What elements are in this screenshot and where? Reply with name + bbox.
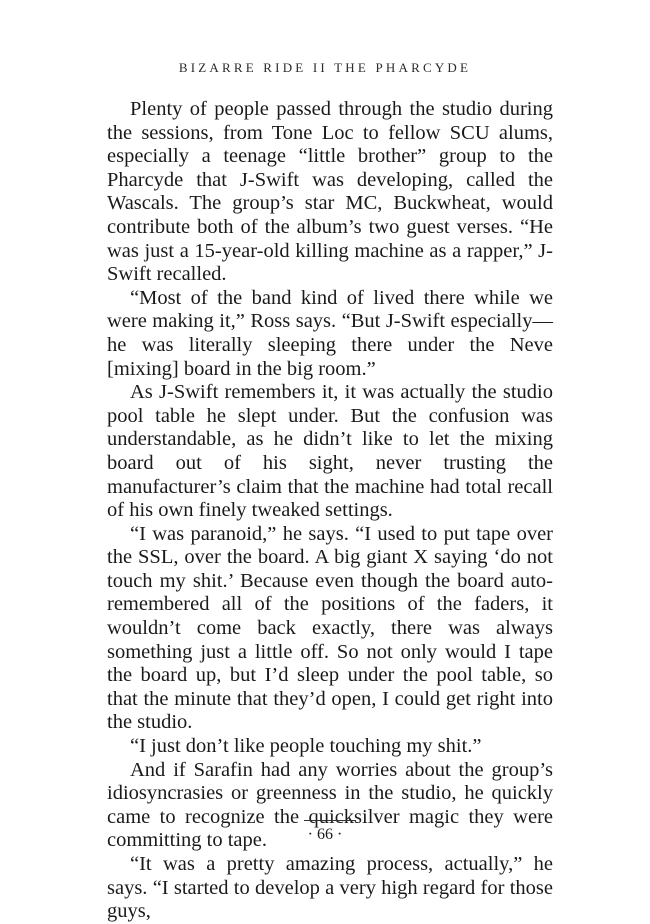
paragraph: Plenty of people passed through the studio during the sessions, from Tone Loc to fellow SCU alums, especially a teenage “little brother” group to the Pharcyde that J-Swift was developing, called the Wascals. The group’s star MC, Buckwheat, would contribute both of the album’s two guest verses. “He was just a 15-year-old killing machine as a rapper,” J-Swift recalled.: [107, 98, 553, 286]
paragraph: “Most of the band kind of lived there while we were making it,” Ross says. “But J-Swift especially—he was literally sleeping there under the Neve [mixing] board in the big room.”: [107, 286, 553, 380]
running-head: BIZARRE RIDE II THE PHARCYDE: [178, 60, 472, 75]
paragraph: As J-Swift remembers it, it was actually the studio pool table he slept under. But the confusion was understandable, as he didn’t like to let the mixing board out of his sight, never trusting the manufacturer’s claim that the machine had total recall of his own finely tweaked settings.: [107, 381, 553, 522]
footer-rule: [304, 820, 356, 821]
paragraph: “It was a pretty amazing process, actually,” he says. “I started to develop a very high regard for those guys,: [107, 853, 553, 923]
page-number: · 66 ·: [307, 826, 343, 843]
paragraph: “I just don’t like people touching my shit.”: [130, 735, 482, 758]
paragraph: “I was paranoid,” he says. “I used to put tape over the SSL, over the board. A big giant X saying ‘do not touch my shit.’ Because even though the board auto-remembered all of the positions of the faders, it wouldn’t come back exactly, there was always something just a little off. So not only would I tape the board up, but I’d sleep under the pool table, so that the minute that they’d open, I could get right into the studio.: [107, 522, 553, 734]
body-text: [107, 98, 553, 924]
paragraph: And if Sarafin had any worries about the group’s idiosyncrasies or greenness in the studio, he quickly came to recognize the quicksilver magic they were committing to tape.: [107, 758, 553, 852]
